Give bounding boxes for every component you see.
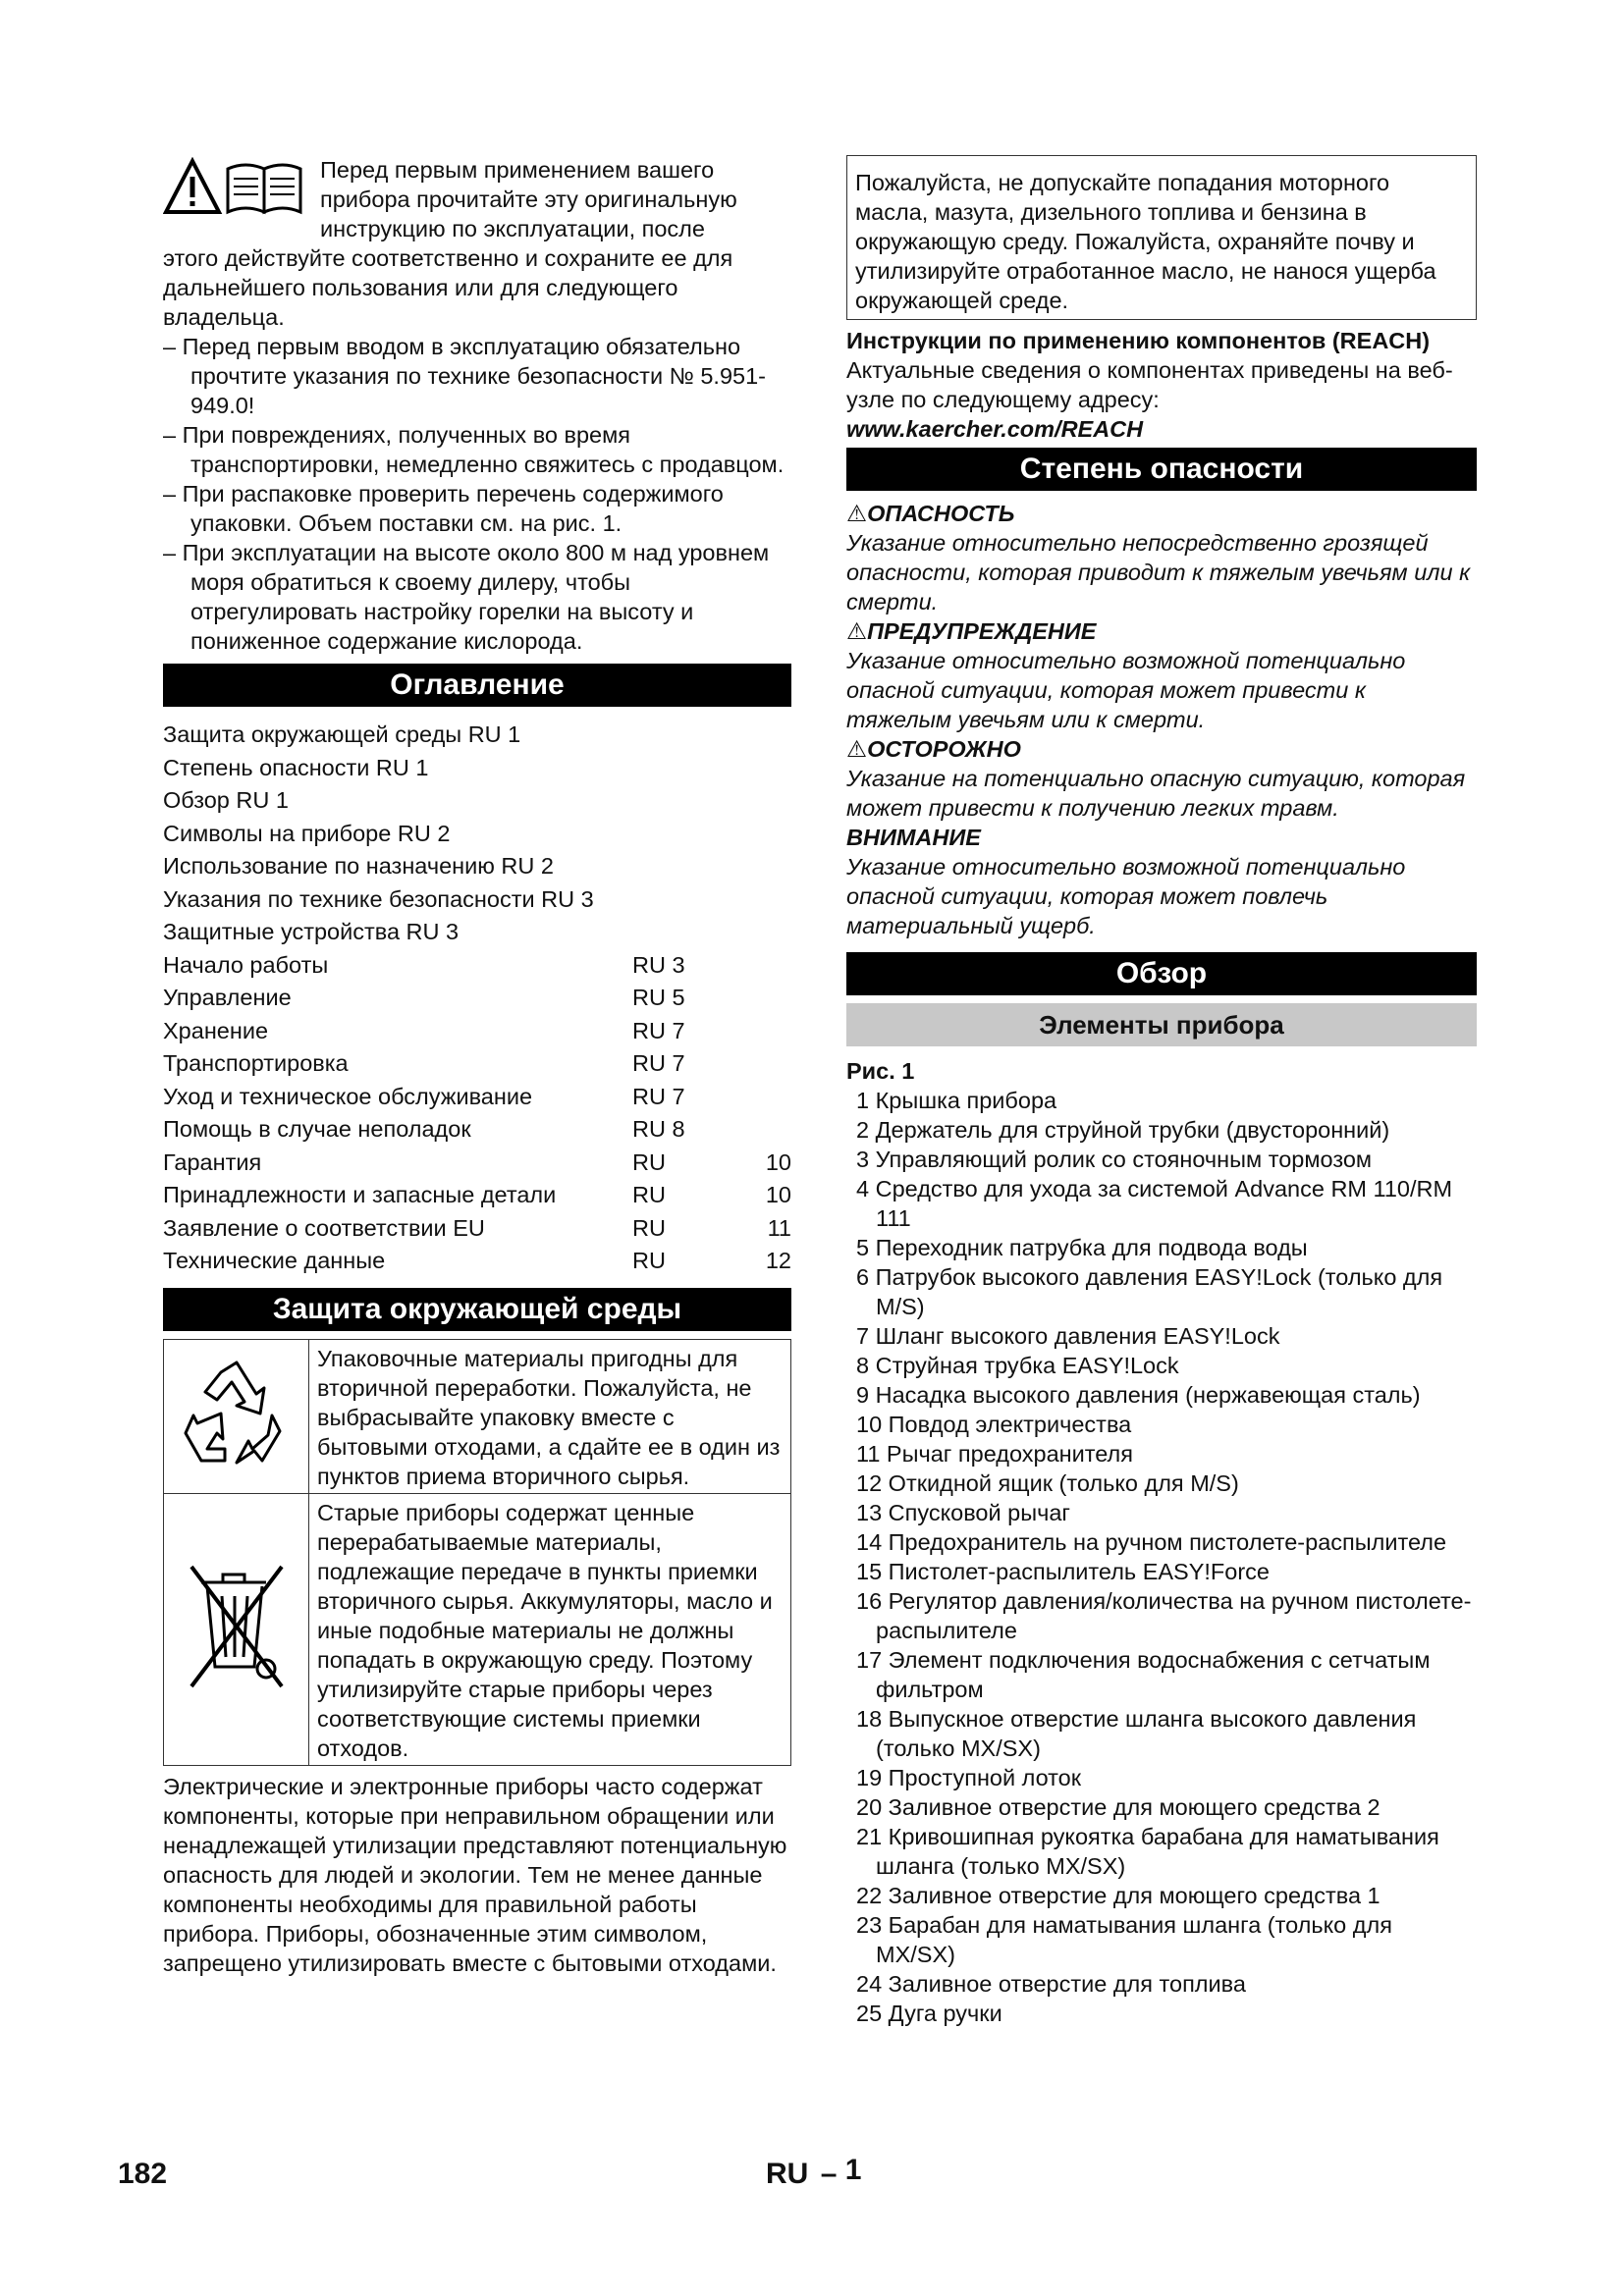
toc-item-page: 10: [765, 1148, 791, 1175]
toc-item-title: Помощь в случае неполадок: [163, 1116, 471, 1142]
intro-block: [163, 155, 791, 656]
toc-item-lang: RU: [632, 1148, 666, 1175]
toc-item[interactable]: [163, 1047, 791, 1081]
toc-item-lang: RU 7: [632, 1083, 685, 1109]
toc-item-title: Управление: [163, 985, 292, 1010]
toc-item[interactable]: [163, 784, 791, 818]
list-item: 14 Предохранитель на ручном пистолете-распылителе: [856, 1529, 1447, 1555]
device-elements-list: [846, 1086, 1477, 2028]
danger-levels-list: [846, 499, 1477, 940]
list-item: 25 Дуга ручки: [856, 2001, 1002, 2026]
toc-item[interactable]: [163, 883, 791, 917]
toc-item[interactable]: [163, 1245, 791, 1278]
environment-heading: Защита окружающей среды: [163, 1288, 791, 1331]
toc-item-lang: RU 3: [632, 951, 685, 978]
right-column: [846, 155, 1477, 2028]
toc-item[interactable]: [163, 719, 791, 752]
page-code-dash: –: [820, 2158, 838, 2190]
list-item: 18 Выпускное отверстие шланга высокого давления (только MX/SX): [856, 1706, 1417, 1761]
warning-read-manual-icon: [163, 157, 310, 216]
list-item: 15 Пистолет-распылитель EASY!Force: [856, 1559, 1270, 1584]
toc-item-title: Заявление о соответствии EU: [163, 1214, 485, 1241]
toc-item-title: Использование по назначению RU 2: [163, 853, 554, 879]
page-code-lang: RU: [766, 2158, 809, 2190]
recycling-icon: [164, 1339, 309, 1493]
toc-item[interactable]: [163, 982, 791, 1015]
toc-item[interactable]: [163, 1179, 791, 1212]
list-item: 19 Проступной лоток: [856, 1765, 1082, 1790]
list-item: 4 Средство для ухода за системой Advance RM 110/RM 111: [856, 1176, 1453, 1231]
list-item: 17 Элемент подключения водоснабжения с сетчатым фильтром: [856, 1647, 1431, 1702]
toc-item-title: Степень опасности RU 1: [163, 754, 429, 780]
toc-item-title: Хранение: [163, 1017, 269, 1043]
list-item: 13 Спусковой рычаг: [856, 1500, 1071, 1525]
toc-heading: Оглавление: [163, 664, 791, 707]
toc-item-lang: RU: [632, 1214, 666, 1241]
toc-item-title: Защита окружающей среды RU 1: [163, 721, 521, 747]
intro-bullet: – Перед первым вводом в эксплуатацию обязательно прочтите указания по технике безопасности № 5.951-949.0!: [163, 334, 766, 418]
toc-item[interactable]: [163, 1081, 791, 1114]
warning-text: Указание относительно возможной потенциально опасной ситуации, которая может привести к тяжелым увечьям или к смерти.: [846, 648, 1406, 732]
danger-label: ⚠ОПАСНОСТЬ: [846, 501, 1015, 526]
toc-item-lang: RU 5: [632, 985, 685, 1010]
caution-text: Указание на потенциально опасную ситуацию, которая может привести к получению легких травм.: [846, 766, 1466, 821]
toc-item-title: Гарантия: [163, 1148, 262, 1175]
toc-item-title: Уход и техническое обслуживание: [163, 1083, 533, 1109]
toc-item[interactable]: [163, 916, 791, 949]
list-item: 21 Кривошипная рукоятка барабана для наматывания шланга (только MX/SX): [856, 1824, 1439, 1879]
list-item: 8 Струйная трубка EASY!Lock: [856, 1353, 1179, 1378]
toc-item[interactable]: [163, 752, 791, 785]
overview-heading: Обзор: [846, 952, 1477, 995]
list-item: 24 Заливное отверстие для топлива: [856, 1971, 1246, 1997]
toc-item-title: Защитные устройства RU 3: [163, 919, 460, 944]
toc-item[interactable]: [163, 1113, 791, 1147]
reach-title: Инструкции по применению компонентов (REACH): [846, 328, 1431, 353]
list-item: 6 Патрубок высокого давления EASY!Lock (только для M/S): [856, 1264, 1443, 1319]
list-item: 3 Управляющий ролик со стояночным тормозом: [856, 1147, 1373, 1172]
recycling-text: Упаковочные материалы пригодны для вторичной переработки. Пожалуйста, не выбрасывайте упаковку вместе с бытовыми отходами, а сдайте ее в один из пунктов приема вторичного сырья.: [309, 1339, 791, 1493]
warning-triangle-icon: ⚠: [846, 501, 868, 526]
disposal-text: Старые приборы содержат ценные перерабатываемые материалы, подлежащие передаче в пункты приемки вторичного сырья. Аккумуляторы, масло и иные подобные материалы не должны попадать в окружающую среду. Поэтому утилизируйте старые приборы через соответствующие системы приемки отходов.: [309, 1493, 791, 1765]
toc-item-title: Указания по технике безопасности RU 3: [163, 885, 594, 912]
warning-triangle-icon: ⚠: [846, 736, 868, 762]
toc-item-title: Обзор RU 1: [163, 787, 289, 813]
list-item: 2 Держатель для струйной трубки (двусторонний): [856, 1117, 1390, 1143]
device-elements-subheading: Элементы прибора: [846, 1003, 1477, 1046]
reach-text: Актуальные сведения о компонентах приведены на веб-узле по следующему адресу:: [846, 357, 1453, 412]
toc-item-lang: RU 7: [632, 1017, 685, 1043]
toc-item[interactable]: [163, 818, 791, 851]
page-code-number: 1: [844, 2154, 862, 2186]
figure-label: Рис. 1: [846, 1058, 915, 1084]
toc-item-title: Принадлежности и запасные детали: [163, 1182, 557, 1207]
danger-levels-heading: Степень опасности: [846, 448, 1477, 491]
list-item: 10 Повдод электричества: [856, 1412, 1132, 1437]
list-item: 9 Насадка высокого давления (нержавеющая сталь): [856, 1382, 1421, 1408]
toc-item-lang: RU: [632, 1248, 666, 1273]
toc-item[interactable]: [163, 850, 791, 883]
intro-lead: Перед первым применением вашего прибора прочитайте эту оригинальную инструкцию по эксплуатации, после: [320, 157, 737, 241]
list-item: 1 Крышка прибора: [856, 1088, 1057, 1113]
toc-item-page: 10: [765, 1182, 791, 1207]
attention-text: Указание относительно возможной потенциально опасной ситуации, которая может повлечь материальный ущерб.: [846, 854, 1406, 938]
list-item: 16 Регулятор давления/количества на ручном пистолете-распылителе: [856, 1588, 1472, 1643]
list-item: 23 Барабан для наматывания шланга (только для MX/SX): [856, 1912, 1392, 1967]
list-item: 5 Переходник патрубка для подвода воды: [856, 1235, 1308, 1260]
list-item: 20 Заливное отверстие для моющего средства 2: [856, 1794, 1380, 1820]
intro-bullet: – При повреждениях, полученных во время транспортировки, немедленно свяжитесь с продавцом.: [163, 422, 785, 477]
crossed-bin-icon: [164, 1493, 309, 1765]
toc-item[interactable]: [163, 1147, 791, 1180]
left-column: [163, 155, 791, 1978]
page-number: 182: [118, 2158, 168, 2190]
toc-item-lang: RU 7: [632, 1050, 685, 1076]
environment-table: [163, 1339, 791, 1766]
warning-triangle-icon: ⚠: [846, 618, 868, 644]
toc-item-lang: RU 8: [632, 1116, 685, 1142]
toc-item-title: Технические данные: [163, 1248, 386, 1273]
toc-item-page: 11: [767, 1214, 791, 1241]
intro-continuation: этого действуйте соответственно и сохраните ее для дальнейшего пользования или для следующего владельца.: [163, 245, 733, 330]
toc-item[interactable]: [163, 1015, 791, 1048]
oil-notice-box: Пожалуйста, не допускайте попадания моторного масла, мазута, дизельного топлива и бензина в окружающую среду. Пожалуйста, охраняйте почву и утилизируйте отработанное масло, не нанося ущерба окружающей среде.: [846, 155, 1477, 320]
toc-item-title: Символы на приборе RU 2: [163, 820, 451, 846]
page-code: [766, 2154, 862, 2191]
intro-bullet: – При распаковке проверить перечень содержимого упаковки. Объем поставки см. на рис. 1.: [163, 481, 724, 536]
warning-label: ⚠ПРЕДУПРЕЖДЕНИЕ: [846, 618, 1097, 644]
list-item: 11 Рычаг предохранителя: [856, 1441, 1133, 1467]
toc-item[interactable]: [163, 1212, 791, 1246]
caution-label: ⚠ОСТОРОЖНО: [846, 736, 1021, 762]
intro-bullet: – При эксплуатации на высоте около 800 м над уровнем моря обратиться к своему дилеру, чтобы отрегулировать настройку горелки на высоту и пониженное содержание кислорода.: [163, 540, 770, 654]
toc-item-title: Транспортировка: [163, 1050, 349, 1076]
toc-item[interactable]: [163, 949, 791, 983]
attention-label: ВНИМАНИЕ: [846, 825, 981, 850]
toc-item-lang: RU: [632, 1182, 666, 1207]
toc-item-page: 12: [765, 1248, 791, 1273]
table-of-contents: [163, 719, 791, 1278]
toc-item-title: Начало работы: [163, 951, 329, 978]
list-item: 7 Шланг высокого давления EASY!Lock: [856, 1323, 1280, 1349]
list-item: 22 Заливное отверстие для моющего средства 1: [856, 1883, 1380, 1908]
danger-text: Указание относительно непосредственно грозящей опасности, которая приводит к тяжелым увечьям или к смерти.: [846, 530, 1471, 614]
list-item: 12 Откидной ящик (только для M/S): [856, 1470, 1239, 1496]
reach-url-link[interactable]: www.kaercher.com/REACH: [846, 416, 1144, 442]
weee-text: Электрические и электронные приборы часто содержат компоненты, которые при неправильном обращении или ненадлежащей утилизации представляют потенциальную опасность для людей и экологии. Тем не менее данные компоненты необходимы для правильной работы прибора. Приборы, обозначенные этим символом, запрещено утилизировать вместе с бытовыми отходами.: [163, 1773, 787, 1976]
